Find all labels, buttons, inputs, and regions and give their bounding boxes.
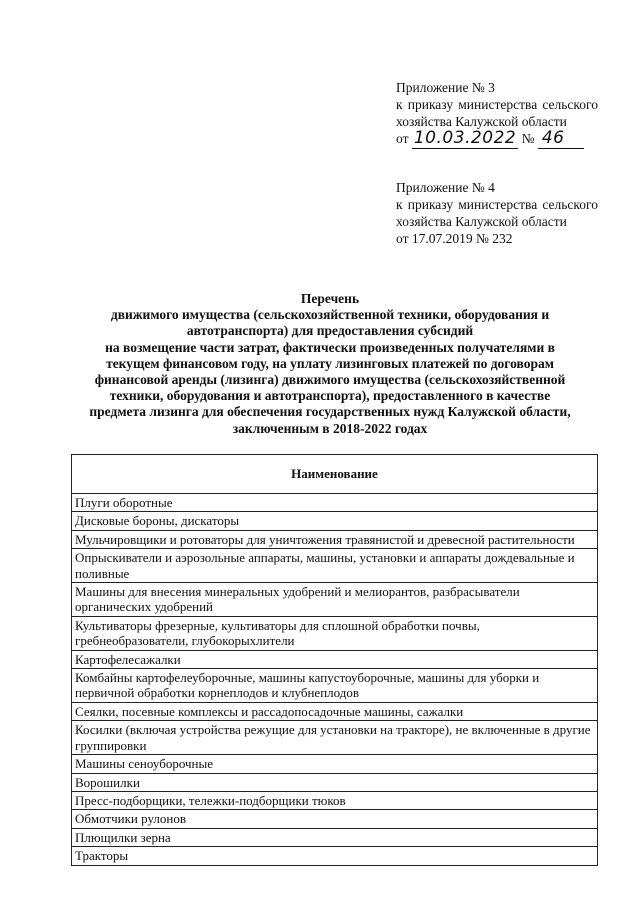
heading-line: на возмещение части затрат, фактически произведенных получателями в xyxy=(105,339,555,355)
table-cell-name: Ворошилки xyxy=(72,773,598,791)
heading-line: предмета лизинга для обеспечения государственных нужд Калужской области, xyxy=(89,404,571,420)
heading-line: движимого имущества (сельскохозяйственной техники, оборудования и xyxy=(110,307,550,323)
table-row xyxy=(72,650,598,668)
table-row xyxy=(72,828,598,846)
equipment-table xyxy=(71,454,598,866)
heading-line: заключенным в 2018-2022 годах xyxy=(232,420,428,436)
appendix-3-number-sign: № xyxy=(521,131,535,146)
table-row xyxy=(72,616,598,650)
table-row xyxy=(72,755,598,773)
handwritten-date: 10.03.2022 xyxy=(413,128,517,148)
table-cell-name: Плуги оборотные xyxy=(72,494,598,512)
appendix-4-title: Приложение № 4 xyxy=(396,180,495,195)
document-heading xyxy=(80,291,580,437)
table-cell-name: Машины для внесения минеральных удобрений и мелиорантов, разбрасыватели органических удобрений xyxy=(72,583,598,617)
table-row xyxy=(72,810,598,828)
appendix-3-date-line xyxy=(396,130,598,147)
table-header-row xyxy=(72,455,598,494)
table-cell-name: Комбайны картофелеуборочные, машины капустоуборочные, машины для уборки и первичной обработки корнеплодов и клубнеплодов xyxy=(72,669,598,703)
appendix-3-date-prefix: от xyxy=(396,131,409,146)
table-cell-name: Дисковые бороны, дискаторы xyxy=(72,512,598,530)
table-cell-name: Культиваторы фрезерные, культиваторы для сплошной обработки почвы, гребнеобразователи, глубокорыхлители xyxy=(72,616,598,650)
table-cell-name: Машины сеноуборочные xyxy=(72,755,598,773)
table-row xyxy=(72,773,598,791)
appendix-4-date-line: от 17.07.2019 № 232 xyxy=(396,231,513,246)
handwritten-number: 46 xyxy=(538,128,585,149)
table-body xyxy=(72,494,598,866)
table-cell-name: Косилки (включая устройства режущие для установки на тракторе), не включенные в другие группировки xyxy=(72,721,598,755)
heading-title: Перечень xyxy=(300,291,360,306)
table-row xyxy=(72,583,598,617)
table-row xyxy=(72,702,598,720)
table-cell-name: Тракторы xyxy=(72,847,598,865)
table-cell-name: Картофелесажалки xyxy=(72,650,598,668)
table-row xyxy=(72,669,598,703)
table-row xyxy=(72,721,598,755)
table-cell-name: Сеялки, посевные комплексы и рассадопосадочные машины, сажалки xyxy=(72,702,598,720)
heading-line: автотранспорта) для предоставления субсидий xyxy=(186,323,474,339)
table-row xyxy=(72,494,598,512)
table-row xyxy=(72,512,598,530)
appendix-3-body: к приказу министерства сельского хозяйства Калужской области xyxy=(396,97,598,129)
heading-line: техники, оборудования и автотранспорта), предоставленного в качестве xyxy=(109,388,551,404)
appendix-3-title: Приложение № 3 xyxy=(396,80,495,95)
heading-line: финансовой аренды (лизинга) движимого имущества (сельскохозяйственной xyxy=(94,372,566,388)
table-cell-name: Опрыскиватели и аэрозольные аппараты, машины, установки и аппараты дождевальные и поливные xyxy=(72,549,598,583)
heading-line: текущем финансовом году, на уплату лизинговых платежей по договорам xyxy=(106,355,554,371)
appendix-4-block xyxy=(396,179,598,247)
appendix-3-block xyxy=(396,79,598,147)
table-row xyxy=(72,549,598,583)
appendix-4-body: к приказу министерства сельского хозяйства Калужской области xyxy=(396,197,598,229)
table-cell-name: Обмотчики рулонов xyxy=(72,810,598,828)
table-row xyxy=(72,530,598,548)
table-row xyxy=(72,791,598,809)
table-cell-name: Пресс-подборщики, тележки-подборщики тюков xyxy=(72,791,598,809)
table-cell-name: Плющилки зерна xyxy=(72,828,598,846)
table-cell-name: Мульчировщики и ротоваторы для уничтожения травянистой и древесной растительности xyxy=(72,530,598,548)
column-header-name: Наименование xyxy=(72,455,598,494)
table-row xyxy=(72,847,598,865)
